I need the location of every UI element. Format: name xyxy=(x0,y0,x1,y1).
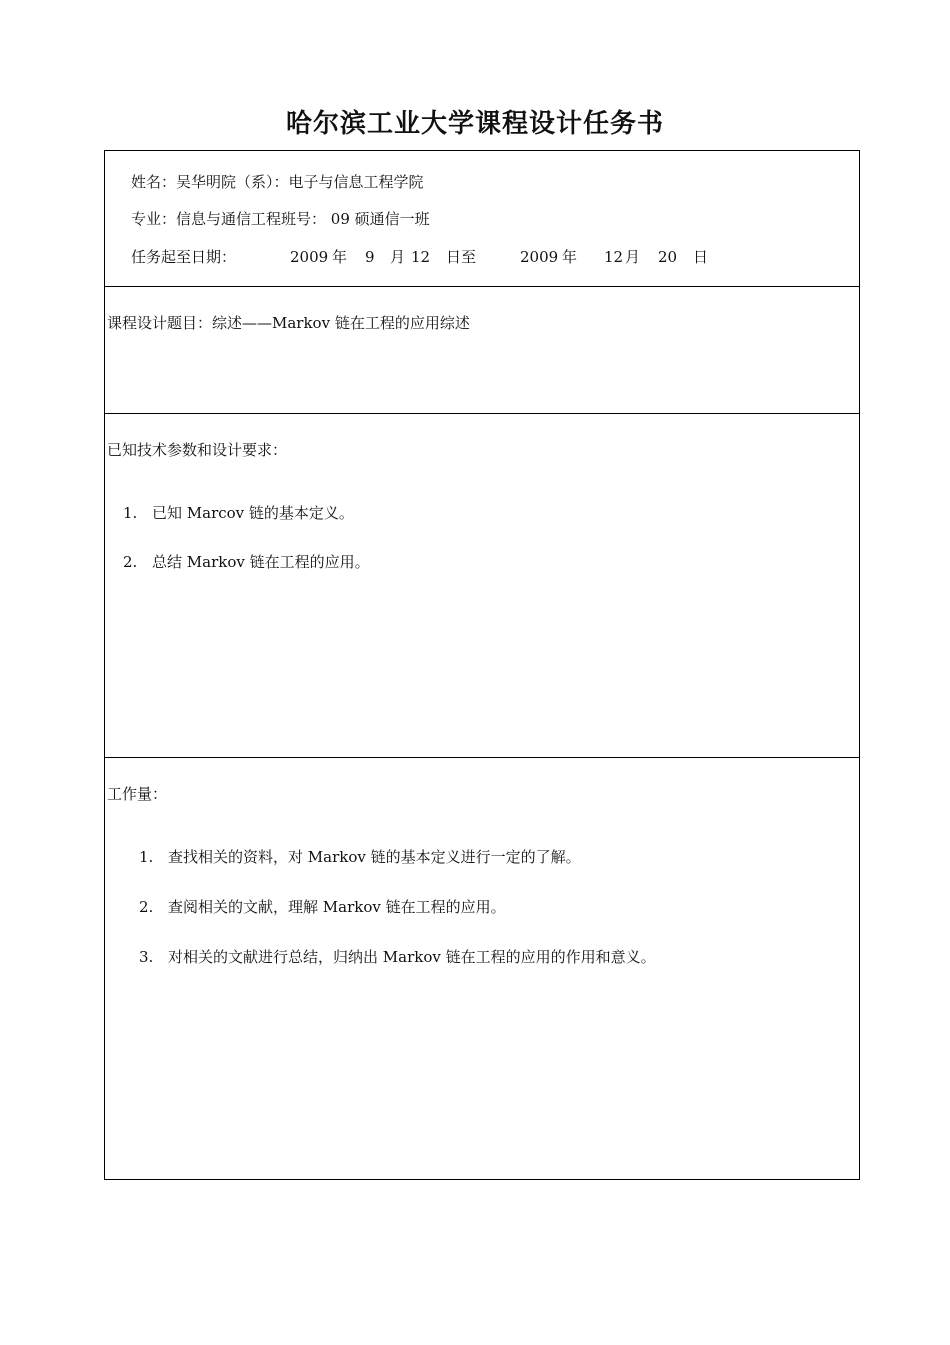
document-title: 哈尔滨工业大学课程设计任务书 xyxy=(285,109,664,139)
start-day-to: 日至 xyxy=(446,248,477,266)
list-item xyxy=(139,947,839,967)
list-item-number: 2. xyxy=(123,553,138,571)
end-year: 2009 xyxy=(520,248,559,266)
requirements-label: 已知技术参数和设计要求： xyxy=(107,441,288,459)
end-day-unit: 日 xyxy=(693,248,709,266)
end-year-unit: 年 xyxy=(562,248,578,266)
list-item-number: 1. xyxy=(123,504,138,522)
start-day: 12 xyxy=(411,248,431,266)
task-form-table xyxy=(104,150,860,1180)
list-item-number: 2. xyxy=(139,898,154,916)
list-item xyxy=(139,897,839,917)
start-month-unit: 月 xyxy=(390,248,406,266)
list-item-text: 已知 Marcov 链的基本定义。 xyxy=(152,504,354,522)
course-design-topic: 课程设计题目：综述——Markov 链在工程的应用综述 xyxy=(107,314,470,332)
start-year: 2009 xyxy=(290,248,329,266)
list-item xyxy=(123,503,823,523)
end-day: 20 xyxy=(658,248,678,266)
list-item-number: 1. xyxy=(139,848,154,866)
list-item xyxy=(139,847,839,867)
end-month-unit: 月 xyxy=(625,248,641,266)
major-class-line: 专业：信息与通信工程班号： 09 硕通信一班 xyxy=(131,210,430,228)
topic-section xyxy=(105,287,859,414)
list-item-number: 3. xyxy=(139,948,154,966)
list-item xyxy=(123,552,823,572)
task-date-label: 任务起至日期： xyxy=(131,248,237,266)
list-item-text: 对相关的文献进行总结，归纳出 Markov 链在工程的应用的作用和意义。 xyxy=(168,948,656,966)
workload-label: 工作量： xyxy=(107,785,168,803)
list-item-text: 查找相关的资料，对 Markov 链的基本定义进行一定的了解。 xyxy=(168,848,581,866)
name-department-line: 姓名：吴华明院（系）：电子与信息工程学院 xyxy=(131,173,424,191)
student-info-section xyxy=(105,151,859,287)
start-year-unit: 年 xyxy=(332,248,348,266)
start-month: 9 xyxy=(365,248,375,266)
workload-section xyxy=(105,758,859,1179)
task-date-line xyxy=(131,247,831,267)
requirements-section xyxy=(105,414,859,758)
end-month: 12 xyxy=(604,248,624,266)
list-item-text: 总结 Markov 链在工程的应用。 xyxy=(152,553,370,571)
list-item-text: 查阅相关的文献，理解 Markov 链在工程的应用。 xyxy=(168,898,506,916)
